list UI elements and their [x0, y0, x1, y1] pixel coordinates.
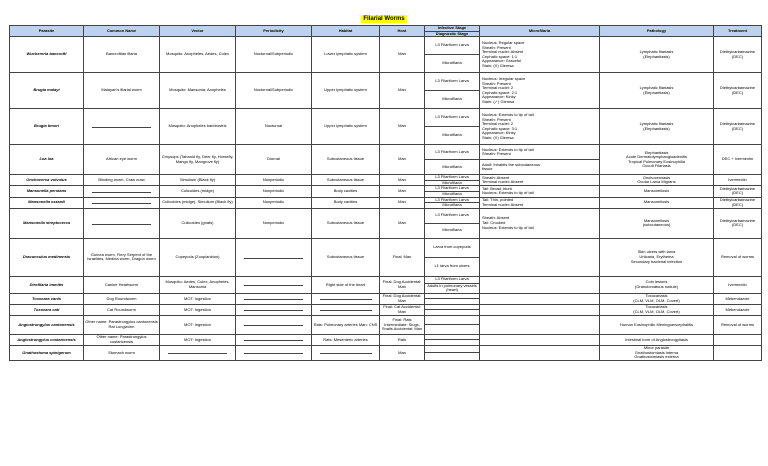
micro-line: Sheath: Absent	[482, 174, 510, 180]
vector: Copepods (Zooplankton)	[160, 238, 236, 276]
treatment	[714, 238, 762, 276]
host: Man	[380, 186, 425, 197]
host: Man	[380, 208, 425, 238]
stage-infective: L3 Filariform Larva	[425, 145, 480, 160]
pathology-line: Human Eosinophilic Meningoencephalitis	[620, 321, 693, 327]
treatment	[714, 175, 762, 186]
treatment-line: Diethylcarbamazine	[719, 49, 756, 55]
pathology-line: Mansonellosis	[643, 188, 670, 194]
stage-infective: L3 Filariform Larva	[425, 197, 480, 203]
table-row	[10, 109, 762, 127]
common-name: Stomach worm	[84, 345, 160, 360]
treatment-line: Diethylcarbamazine	[719, 121, 756, 127]
blank-line	[92, 222, 150, 225]
parasite-name: Mansonella perstans	[10, 186, 84, 197]
habitat: Upper lymphatic system	[312, 109, 380, 145]
header-host: Host	[380, 26, 425, 37]
pathology	[600, 197, 714, 208]
pathology	[600, 208, 714, 238]
treatment	[714, 208, 762, 238]
treatment	[714, 276, 762, 293]
vector: MOT: Ingestion	[160, 315, 236, 334]
habitat: Upper lymphatic system	[312, 73, 380, 109]
micro-line: tissue	[482, 166, 493, 172]
blank-line	[244, 351, 302, 354]
vector: Chrysops (Tabanid fly, Deer fly, Horsefly, Mango fly, Mangrove fly)	[160, 145, 236, 175]
stage-diagnostic: Microfilaria	[425, 55, 480, 73]
periodicity: Nocturnal	[236, 109, 312, 145]
pathology	[600, 334, 714, 345]
microfilaria-desc	[480, 276, 600, 293]
micro-line: Terminal nuclei: 2	[482, 85, 514, 91]
blank-line	[92, 125, 150, 128]
microfilaria-desc	[480, 238, 600, 276]
host: Final: Rats Intermediate: Slugs, Snails Accidental: Man	[380, 315, 425, 334]
habitat	[312, 304, 380, 315]
periodicity	[236, 293, 312, 304]
table-row	[10, 345, 762, 352]
stage-infective	[425, 345, 480, 352]
stage-infective: L3 Filariform Larva	[425, 175, 480, 181]
host: Man	[380, 37, 425, 73]
pathology-line: Mansonellosis	[643, 217, 670, 223]
pathology-line: Lymphatic filariasis	[639, 85, 674, 91]
table-row	[10, 186, 762, 192]
vector: MOT: Ingestion	[160, 293, 236, 304]
periodicity	[236, 345, 312, 360]
page-title: Filarial Worms	[363, 16, 405, 22]
periodicity	[236, 315, 312, 334]
stage-infective: Larva from copepods	[425, 238, 480, 257]
pathology-line: (Elephantiasis)	[643, 89, 670, 95]
periodicity: Diurnal	[236, 145, 312, 175]
vector: Culicoides (midge)	[160, 186, 236, 197]
pathology	[600, 293, 714, 304]
micro-line: Adult: Inhabits the subcutaneous	[482, 161, 541, 167]
pathology	[600, 304, 714, 315]
stage-diagnostic: Microfilaria	[425, 223, 480, 238]
host: Man	[380, 175, 425, 186]
treatment-line: (DEC)	[731, 222, 744, 228]
micro-line: Sheath: Present	[482, 80, 511, 86]
header-periodicity: Periodicity	[236, 26, 312, 37]
header-microfilaria: Microfilaria	[480, 26, 600, 37]
treatment	[714, 145, 762, 175]
table-row	[10, 304, 762, 310]
stage-infective: L3 Filariform Larva	[425, 109, 480, 127]
pathology-line: Toxocariasis	[645, 304, 668, 310]
header-pathology: Pathology	[600, 26, 714, 37]
common-name: Guinea worm, Fiery Serpent of the Israelites, Medina worm, Dragon worm	[84, 238, 160, 276]
blank-line	[320, 297, 372, 300]
parasite-name: Angiostrongylus cantonensis	[10, 315, 84, 334]
table-row	[10, 37, 762, 55]
micro-line: Sheath: Present	[482, 151, 511, 157]
stage-infective: L3 Filariform Larva	[425, 186, 480, 192]
pathology-line: Toxocariasis	[645, 293, 668, 299]
microfilaria-desc	[480, 37, 600, 73]
common-name: Blinding worm, Craw craw	[84, 175, 160, 186]
pathology	[600, 276, 714, 293]
common-name: Canine Heartworm	[84, 276, 160, 293]
microfilaria-desc	[480, 304, 600, 315]
habitat: Body cavities	[312, 197, 380, 208]
habitat	[312, 293, 380, 304]
habitat: Subcutaneous tissue	[312, 238, 380, 276]
vector: Mosquito: Anopheles barbirostris	[160, 109, 236, 145]
parasite-name: Gnathostoma spinigerum	[10, 345, 84, 360]
treatment-line: (DEC)	[731, 125, 744, 131]
vector: Culicoides (midge), Simulium (Black fly)	[160, 197, 236, 208]
vector: MOT: Ingestion	[160, 304, 236, 315]
micro-line: Cephalic space: 1:1	[482, 53, 518, 59]
stage-infective: L3 Filariform Larva	[425, 276, 480, 283]
pathology	[600, 238, 714, 276]
micro-line: Tail: Thin, pointed	[482, 197, 514, 203]
micro-line: Nucleus: Extends to tip of tail	[482, 146, 534, 152]
common-name	[84, 208, 160, 238]
micro-line: Tail: Crooked	[482, 219, 506, 225]
treatment	[714, 304, 762, 315]
filarial-worms-table	[9, 25, 762, 361]
host: Man	[380, 345, 425, 360]
periodicity: Nocturnal/Subperiodic	[236, 73, 312, 109]
host: Final: Dog Accidental: Man	[380, 293, 425, 304]
micro-line: Terminal nuclei: Absent	[482, 201, 524, 207]
blank-line	[244, 297, 302, 300]
table-row	[10, 276, 762, 283]
treatment-line: DEC + Ivermectin	[721, 156, 754, 162]
micro-line: Appearance: Graceful	[482, 58, 521, 64]
common-name: Other name: Parastrongylus costaricensis	[84, 334, 160, 345]
micro-line: Nucleus: Irregular space	[482, 75, 526, 81]
micro-line: Terminal nuclei: 2	[482, 121, 514, 127]
pathology-line: (Elephantiasis)	[643, 53, 670, 59]
pathology-line: (Granulomatous nodule)	[634, 283, 679, 289]
pathology-line: Urticaria, Erythema	[639, 253, 674, 259]
periodicity	[236, 238, 312, 276]
pathology-line: (subcutaneous)	[642, 222, 671, 228]
vector: MOT: Ingestion	[160, 334, 236, 345]
pathology	[600, 315, 714, 334]
stage-diagnostic	[425, 353, 480, 360]
stage-diagnostic: Microfilaria	[425, 160, 480, 175]
treatment-line: Diethylcarbamazine	[719, 217, 756, 223]
vector	[160, 345, 236, 360]
stage-diagnostic	[425, 325, 480, 335]
treatment	[714, 73, 762, 109]
vector: Simulium (Black fly)	[160, 175, 236, 186]
parasite-name: Dirofilaria immitis	[10, 276, 84, 293]
pathology-line: Gnathostomiasis interna	[634, 349, 679, 355]
pathology	[600, 345, 714, 360]
treatment-line: Ivermectin	[728, 176, 747, 182]
treatment-line: (DEC)	[731, 190, 744, 196]
table-row	[10, 334, 762, 340]
pathology-line: Intestinal form of Angiostrongyliasis	[625, 336, 688, 342]
treatment-line: Diethylcarbamazine	[719, 185, 756, 191]
parasite-name: Onchocerca volvulus	[10, 175, 84, 186]
treatment	[714, 109, 762, 145]
pathology-line: (CLM, VLM, OLM, Covert)	[633, 308, 680, 314]
habitat: Rats: Mesenteric arteries	[312, 334, 380, 345]
micro-line: Cephalic space: 2:1	[482, 89, 518, 95]
host: Man	[380, 197, 425, 208]
common-name: Other name: Parastrongylus cantonensis Rat Lungworm	[84, 315, 160, 334]
treatment-line: Removal of worms	[720, 253, 755, 259]
microfilaria-desc	[480, 293, 600, 304]
pathology	[600, 109, 714, 145]
microfilaria-desc	[480, 160, 600, 175]
pathology-line: Onchocerciasis	[642, 174, 671, 180]
host: Man	[380, 73, 425, 109]
blank-line	[320, 308, 372, 311]
microfilaria-desc	[480, 175, 600, 186]
periodicity	[236, 276, 312, 293]
habitat: Subcutaneous tissue	[312, 145, 380, 175]
parasite-name: Toxocara cati	[10, 304, 84, 315]
pathology	[600, 37, 714, 73]
microfilaria-desc	[480, 73, 600, 109]
habitat: Subcutaneous tissue	[312, 175, 380, 186]
blank-line	[244, 283, 302, 286]
common-name: African eye worm	[84, 145, 160, 175]
periodicity: Nonperiodic	[236, 197, 312, 208]
pathology-line: Lymphatic filariasis	[639, 121, 674, 127]
table-row	[10, 238, 762, 257]
table-row	[10, 315, 762, 325]
blank-line	[168, 351, 226, 354]
parasite-name: Mansonella streptocerca	[10, 208, 84, 238]
common-name	[84, 109, 160, 145]
table-row	[10, 145, 762, 160]
stage-diagnostic: L1 larva from ulcers	[425, 257, 480, 276]
micro-line: Stain: (X) Giemsa	[482, 134, 514, 140]
habitat: Right side of the heart	[312, 276, 380, 293]
periodicity: Nonperiodic	[236, 208, 312, 238]
treatment-line: Ivermectin	[728, 281, 747, 287]
periodicity	[236, 304, 312, 315]
micro-line: Appearance: Kinky	[482, 130, 516, 136]
microfilaria-desc	[480, 334, 600, 345]
treatment-line: (DEC)	[731, 201, 744, 207]
micro-line: Nucleus: Extends to tip of tail	[482, 224, 534, 230]
table-row	[10, 175, 762, 181]
treatment	[714, 186, 762, 197]
treatment-line: Removal of worms	[720, 321, 755, 327]
periodicity: Nonperiodic	[236, 175, 312, 186]
common-name: Bancroftian filaria	[84, 37, 160, 73]
stage-infective: L3 Filariform Larva	[425, 73, 480, 91]
common-name: Cat Roundworm	[84, 304, 160, 315]
stage-infective	[425, 315, 480, 325]
micro-line: Terminal nuclei: Absent	[482, 49, 524, 55]
micro-line: Sheath: Present	[482, 116, 511, 122]
host: Man	[380, 109, 425, 145]
pathology-line: Secondary bacterial infection	[630, 258, 683, 264]
micro-line: Stain: (X) Giemsa	[482, 62, 514, 68]
header-row	[10, 26, 762, 32]
stage-infective: L3 Filariform Larva	[425, 208, 480, 223]
micro-line: Appearance: Kinky	[482, 94, 516, 100]
header-infective-stage: Infective Stage	[425, 26, 480, 32]
stage-diagnostic: Microfilaria	[425, 91, 480, 109]
parasite-name: Brugia malayi	[10, 73, 84, 109]
stage-infective: L3 Filariform Larva	[425, 37, 480, 55]
treatment-line: Mebendazole	[725, 306, 750, 312]
treatment	[714, 345, 762, 360]
blank-line	[92, 190, 150, 193]
microfilaria-desc	[480, 345, 600, 360]
parasite-name: Brugia timori	[10, 109, 84, 145]
micro-line: Sheath: Absent	[482, 215, 510, 221]
micro-line: Stain: (✓) Giemsa	[482, 98, 515, 104]
habitat: Body cavities	[312, 186, 380, 197]
microfilaria-desc	[480, 145, 600, 160]
periodicity	[236, 334, 312, 345]
habitat: Lower lymphatic system	[312, 37, 380, 73]
common-name	[84, 197, 160, 208]
common-name: Dog Roundworm	[84, 293, 160, 304]
stage-diagnostic: Microfilaria	[425, 191, 480, 197]
table-row	[10, 293, 762, 299]
treatment-line: (DEC)	[731, 53, 744, 59]
header-habitat: Habitat	[312, 26, 380, 37]
common-name	[84, 186, 160, 197]
table-row	[10, 73, 762, 91]
pathology-line: Acute Dermatolymphangioadenitis	[626, 154, 687, 160]
blank-line	[92, 201, 150, 204]
host: Rats	[380, 334, 425, 345]
microfilaria-desc	[480, 315, 600, 334]
stage-diagnostic: Microfilaria	[425, 203, 480, 209]
treatment-line: Diethylcarbamazine	[719, 85, 756, 91]
microfilaria-desc	[480, 197, 600, 208]
treatment-line: Diethylcarbamazine	[719, 197, 756, 203]
pathology-line: Lymphatic filariasis	[639, 49, 674, 55]
pathology	[600, 186, 714, 197]
pathology	[600, 73, 714, 109]
microfilaria-desc	[480, 208, 600, 238]
micro-line: Nucleus: Regular space	[482, 39, 525, 45]
periodicity: Nonperiodic	[236, 186, 312, 197]
stage-diagnostic: Adults in pulmonary vessels (heart)	[425, 283, 480, 293]
host: Final: Man	[380, 238, 425, 276]
header-common-name: Common Name	[84, 26, 160, 37]
pathology-line: Tropical Pulmonary Eosinophilia	[628, 158, 685, 164]
host: Final: Dog Accidental: Man	[380, 276, 425, 293]
pathology	[600, 175, 714, 186]
microfilaria-desc	[480, 109, 600, 145]
pathology-line: (CLM, VLM, OLM, Covert)	[633, 297, 680, 303]
treatment	[714, 197, 762, 208]
parasite-name: Mansonella ozzardi	[10, 197, 84, 208]
periodicity: Nocturnal/Subperiodic	[236, 37, 312, 73]
micro-line: Nucleus: Extends to tip of tail	[482, 190, 534, 196]
micro-line: Nucleus: Extends to tip of tail	[482, 111, 534, 117]
parasite-name: Loa loa	[10, 145, 84, 175]
stage-diagnostic: Microfilaria	[425, 180, 480, 186]
parasite-name: Dracunculus medinensis	[10, 238, 84, 276]
vector: Mosquito: Aedes, Culex, Anopheles, Mansonia	[160, 276, 236, 293]
pathology-line: Minor parasite	[643, 345, 670, 350]
header-parasite: Parasite	[10, 26, 84, 37]
blank-line	[244, 308, 302, 311]
table-row	[10, 208, 762, 223]
pathology-line: Mansonellosis	[643, 199, 670, 205]
micro-line: Cephalic space: 3:1	[482, 125, 518, 131]
header-diagnostic-stage: Diagnostic Stage	[425, 31, 480, 37]
header-treatment: Treatment	[714, 26, 762, 37]
parasite-name: Angiostrongylus costaricensis	[10, 334, 84, 345]
pathology-line: (Elephantiasis)	[643, 125, 670, 131]
parasite-name: Wuchereria bancrofti	[10, 37, 84, 73]
treatment	[714, 315, 762, 334]
habitat: Rats: Pulmonary arteries Man: CNS	[312, 315, 380, 334]
stage-diagnostic: Microfilaria	[425, 127, 480, 145]
pathology-line: Occult Filariasis	[642, 163, 671, 169]
pathology-line: Gnathostomiasis externa	[634, 354, 679, 360]
host: Final: Cat Accidental: Man	[380, 304, 425, 315]
habitat	[312, 345, 380, 360]
micro-line: Tail: Broad, blunt	[482, 185, 512, 191]
microfilaria-desc	[480, 186, 600, 197]
pathology-line: Coin lesions	[645, 279, 668, 285]
host: Man	[380, 145, 425, 175]
micro-line: Sheath: Present	[482, 44, 511, 50]
pathology	[600, 145, 714, 175]
treatment	[714, 293, 762, 304]
blank-line	[320, 351, 372, 354]
vector: Culicoides (gnats)	[160, 208, 236, 238]
parasite-name: Toxocara canis	[10, 293, 84, 304]
blank-line	[244, 323, 302, 326]
table-row	[10, 197, 762, 203]
pathology-line: Skin ulcers with larva	[637, 249, 676, 255]
habitat: Subcutaneous tissue	[312, 208, 380, 238]
treatment	[714, 334, 762, 345]
header-vector: Vector	[160, 26, 236, 37]
common-name: Malayan's filarial worm	[84, 73, 160, 109]
vector: Mosquito: Anopheles, Aedes, Culex	[160, 37, 236, 73]
blank-line	[244, 256, 302, 259]
vector: Mosquito: Mansonia, Anopheles	[160, 73, 236, 109]
pathology-line: Ocular Larva Migrans	[637, 179, 676, 185]
blank-line	[244, 338, 302, 341]
treatment-line: (DEC)	[731, 89, 744, 95]
treatment	[714, 37, 762, 73]
pathology-line: Elephantiasis	[644, 149, 669, 155]
treatment-line: Mebendazole	[725, 295, 750, 301]
micro-line: Terminal nuclei: Absent	[482, 179, 524, 185]
